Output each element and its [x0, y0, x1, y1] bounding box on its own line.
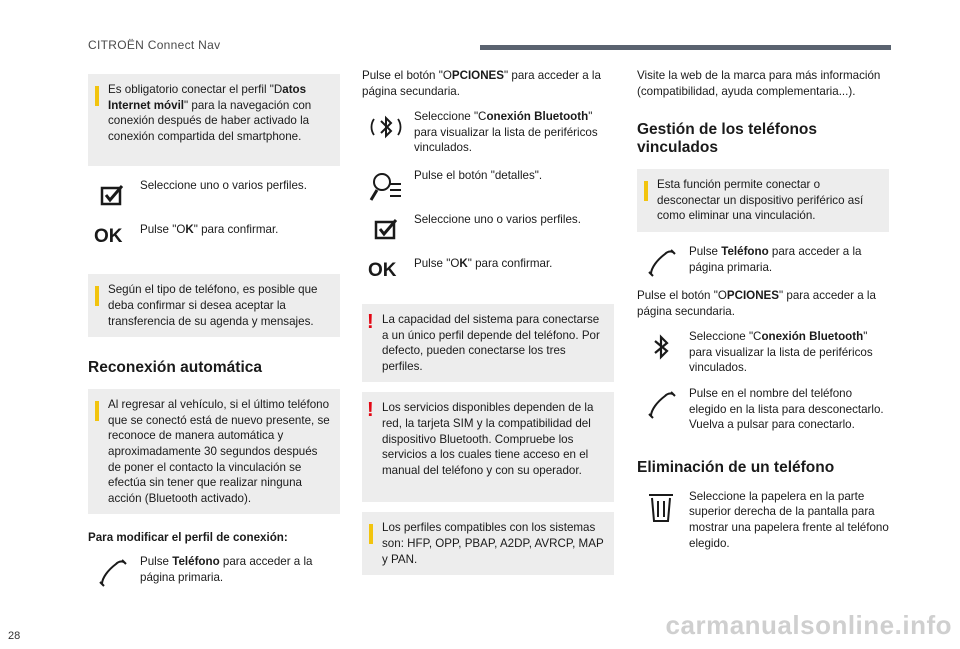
step-text: Pulse en el nombre del teléfono elegido en la lista para desconectarlo. — [689, 386, 884, 416]
check-square-icon — [368, 212, 404, 248]
info-box-function — [637, 169, 889, 232]
info-box-data-profile — [88, 74, 340, 166]
heading-auto-reconnect: Reconexión automática — [88, 359, 262, 377]
column-left — [88, 62, 340, 598]
step-select-profiles — [362, 212, 614, 246]
text: Los perfiles compatibles con los sistemas son: HFP, OPP, PBAP, A2DP, AVRCP, MAP y PAN. — [382, 521, 604, 566]
text-bold: atos Internet móvil — [108, 83, 307, 112]
step-ok — [362, 256, 614, 290]
step-select-profiles — [88, 178, 340, 212]
intro-website: Visite la web de la marca para más información (compatibilidad, ayuda complementaria...). — [637, 69, 881, 98]
step-details — [362, 168, 614, 202]
info-bar-icon — [95, 86, 99, 106]
text: Es obligatorio conectar el perfil "D — [108, 83, 283, 96]
step-text: Seleccione uno o varios perfiles. — [140, 179, 307, 193]
heading-linked-phones: Gestión de los teléfonos vinculados — [637, 121, 817, 157]
column-right — [637, 68, 889, 561]
info-box-profiles — [362, 512, 614, 575]
ok-icon: OK — [368, 259, 397, 281]
page-number: 28 — [8, 630, 21, 642]
step-bluetooth-connection — [362, 109, 614, 156]
info-bar-icon — [369, 524, 373, 544]
step-text: Seleccione uno o varios perfiles. — [414, 212, 581, 226]
header-bar — [480, 45, 891, 50]
text: " para la navegación con conexión después de haber activado la conexión compartida del smartphone. — [108, 98, 312, 143]
text: La capacidad del sistema para conectarse a un único perfil depende del teléfono. Por defecto, pueden conectarse los tres perfiles. — [382, 312, 600, 373]
warning-exclamation-icon: ! — [367, 399, 374, 422]
column-middle — [362, 68, 614, 585]
check-square-icon — [94, 178, 130, 214]
watermark: carmanualsonline.info — [665, 610, 952, 640]
step-trash — [637, 489, 889, 551]
step-text: Pulse Teléfono para acceder a la página primaria. — [140, 554, 313, 584]
mid-options: Pulse el botón "OPCIONES" para acceder a la página secundaria. — [637, 288, 876, 318]
text: Esta función permite conectar o desconectar un dispositivo periférico así como eliminar una vinculación. — [657, 178, 864, 223]
step-text: Pulse "OK" para confirmar. — [140, 223, 279, 237]
phone-handset-icon — [94, 554, 130, 590]
text: Al regresar al vehículo, si el último teléfono que se conectó está de nuevo presente, se reconoce de manera automática y aproximadamente 30 segundos después de poner el contacto la vinculación se efectúa sin tener que realizar ninguna acción (Bluetooth activado). — [108, 398, 330, 505]
step-phone — [88, 554, 340, 588]
step-phone — [637, 244, 889, 278]
info-bar-icon — [95, 401, 99, 421]
warning-box-services — [362, 392, 614, 502]
warning-box-capacity — [362, 304, 614, 382]
step-text: Seleccione "Conexión Bluetooth" para visualizar la lista de periféricos vinculados. — [414, 110, 598, 155]
info-box-phone-type — [88, 274, 340, 337]
intro-options: Pulse el botón "OPCIONES" para acceder a la página secundaria. — [362, 69, 601, 98]
trash-icon — [643, 489, 679, 525]
heading-delete-phone: Eliminación de un teléfono — [637, 458, 835, 476]
phone-handset-icon — [643, 244, 679, 280]
step-text: Pulse el botón "detalles". — [414, 168, 543, 182]
info-bar-icon — [95, 286, 99, 306]
text: Según el tipo de teléfono, es posible que deba confirmar si desea aceptar la transferencia de su agenda y mensajes. — [108, 283, 318, 328]
subheading-modify-profile: Para modificar el perfil de conexión: — [88, 531, 288, 545]
info-box-auto-reconnect — [88, 389, 340, 514]
bluetooth-signal-icon — [368, 109, 404, 145]
step-text: Vuelva a pulsar para conectarlo. — [689, 418, 855, 432]
warning-exclamation-icon: ! — [367, 310, 374, 333]
info-bar-icon — [644, 181, 648, 201]
text: Los servicios disponibles dependen de la red, la tarjeta SIM y la compatibilidad del dispositivo Bluetooth. Compruebe los servicios a los cuales tiene acceso en el manual del teléfono y con su operador. — [382, 401, 594, 477]
phone-handset-icon — [643, 386, 679, 422]
step-text: Pulse Teléfono para acceder a la página primaria. — [689, 244, 862, 274]
ok-icon: OK — [94, 226, 123, 248]
bluetooth-icon — [643, 329, 679, 365]
details-search-icon — [368, 168, 404, 204]
step-text: Pulse "OK" para confirmar. — [414, 256, 553, 270]
header-title: CITROËN Connect Nav — [88, 38, 221, 52]
step-bluetooth-connection — [637, 329, 889, 376]
step-phone-name — [637, 386, 889, 433]
step-text: Seleccione "Conexión Bluetooth" para visualizar la lista de periféricos vinculados. — [689, 330, 873, 375]
step-text: Seleccione la papelera en la parte superior derecha de la pantalla para mostrar una papelera frente al teléfono elegido. — [689, 489, 889, 550]
step-ok — [88, 222, 340, 256]
